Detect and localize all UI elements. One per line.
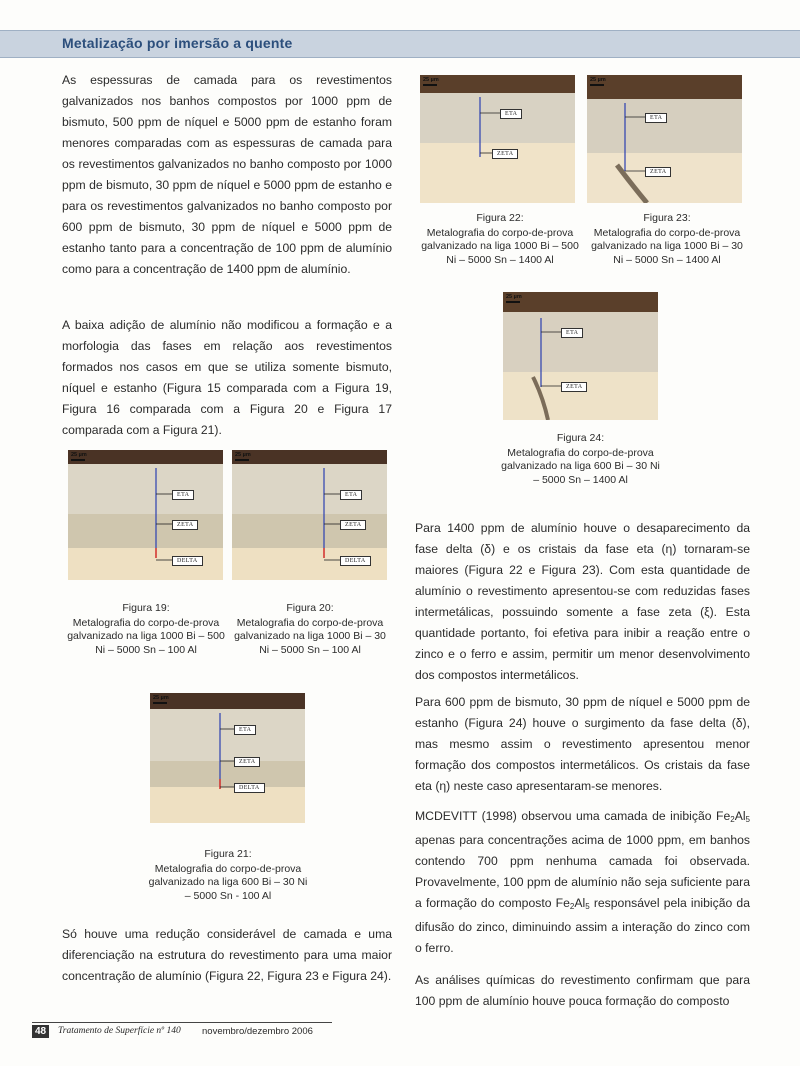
- issue-date: novembro/dezembro 2006: [202, 1026, 313, 1037]
- page-number: 48: [32, 1025, 49, 1038]
- scale-label: 25 µm: [153, 695, 169, 701]
- figure-21-caption: Figura 21: Metalografia do corpo-de-prova galvanizado na liga 600 Bi – 30 Ni – 5000 Sn - 100 Al: [148, 848, 308, 902]
- figure-20-caption: Figura 20: Metalografia do corpo-de-prova galvanizado na liga 1000 Bi – 30 Ni – 5000 Sn – 100 Al: [234, 602, 386, 656]
- left-paragraph-3: Só houve uma redução considerável de camada e uma diferenciação na estrutura do revestimento para uma maior concentração de alumínio (Figura 22, Figura 23 e Figura 24).: [62, 927, 392, 983]
- left-paragraph-2: A baixa adição de alumínio não modificou a formação e a morfologia das fases em relação aos revestimentos formados nos casos em que se utiliza somente bismuto, níquel e estanho (Figura 15 comparada com a Figura 19, Figura 16 comparada com a Figura 20 e Figura 17 comparada com a Figura 21).: [62, 318, 392, 437]
- scale-label: 25 µm: [423, 77, 439, 83]
- figure-23-caption: Figura 23: Metalografia do corpo-de-prova galvanizado na liga 1000 Bi – 30 Ni – 5000 Sn – 1400 Al: [591, 212, 743, 266]
- figure-22-micrograph: [420, 75, 575, 203]
- figure-23-micrograph: [587, 75, 742, 203]
- label-zeta: ZETA: [234, 757, 260, 767]
- label-delta: DELTA: [234, 783, 265, 793]
- label-zeta: ZETA: [492, 149, 518, 159]
- scale-label: 25 µm: [235, 452, 251, 458]
- left-paragraph-1: As espessuras de camada para os revestimentos galvanizados nos banhos compostos por 1000 ppm de bismuto, 500 ppm de níquel e 5000 ppm de estanho foram menores comparadas com as espessuras de camada para os revestimentos galvanizados no banho composto por 1000 ppm de bismuto, 30 ppm de níquel e 5000 ppm de estanho e para os revestimentos galvanizados no banho composto por 600 ppm de bismuto, 30 ppm de níquel e 5000 ppm de estanho tanto para a concentração de 100 ppm de alumínio como para a concentração de 1400 ppm de alumínio.: [62, 73, 392, 276]
- figure-19-caption: Figura 19: Metalografia do corpo-de-prova galvanizado na liga 1000 Bi – 500 Ni – 5000 Sn – 100 Al: [67, 602, 225, 656]
- label-eta: ETA: [340, 490, 362, 500]
- section-header-bar: [0, 30, 800, 58]
- scale-bar: [71, 459, 85, 461]
- right-paragraph-1: Para 1400 ppm de alumínio houve o desaparecimento da fase delta (δ) e os cristais da fase eta (η) tornaram-se maiores (Figura 22 e Figura 23). Com esta quantidade de alumínio o revestimento apresentou-se com reduzidas fases intermetálicas, possuindo somente a fase zeta (ξ). Esta quantidade portanto, foi efetiva para inibir a reação entre o zinco e o ferro e assim, permitir um menor desenvolvimento dos compostos intermetálicos.: [415, 521, 750, 682]
- scale-label: 25 µm: [506, 294, 522, 300]
- scale-label: 25 µm: [71, 452, 87, 458]
- label-eta: ETA: [500, 109, 522, 119]
- figure-21-micrograph: [150, 693, 305, 823]
- journal-name: Tratamento de Superfície nº 140: [58, 1026, 181, 1036]
- figure-24-caption: Figura 24: Metalografia do corpo-de-prova galvanizado na liga 600 Bi – 30 Ni – 5000 Sn – 1400 Al: [501, 432, 660, 486]
- scale-bar: [590, 84, 604, 86]
- figure-22-caption: Figura 22: Metalografia do corpo-de-prova galvanizado na liga 1000 Bi – 500 Ni – 5000 Sn – 1400 Al: [421, 212, 579, 266]
- label-zeta: ZETA: [172, 520, 198, 530]
- scale-label: 25 µm: [590, 77, 606, 83]
- figure-20-micrograph: [232, 450, 387, 580]
- label-eta: ETA: [645, 113, 667, 123]
- label-zeta: ZETA: [561, 382, 587, 392]
- label-delta: DELTA: [172, 556, 203, 566]
- page-footer: [32, 1022, 332, 1041]
- label-delta: DELTA: [340, 556, 371, 566]
- label-eta: ETA: [561, 328, 583, 338]
- section-title: Metalização por imersão a quente: [62, 35, 293, 51]
- label-zeta: ZETA: [340, 520, 366, 530]
- figure-19-micrograph: [68, 450, 223, 580]
- right-paragraph-3: MCDEVITT (1998) observou uma camada de inibição $Fe_2Al_5$ apenas para concentrações acima de 1000 ppm, em banhos contendo 700 ppm nenhuma camada foi observada. Provavelmente, 100 ppm de alumínio não seja suficiente para a formação do composto $Fe_2Al_5$ responsável pela inibição da difusão do zinco, diminuindo assim a interação do zinco com o ferro.: [415, 809, 750, 955]
- right-paragraph-2: Para 600 ppm de bismuto, 30 ppm de níquel e 5000 ppm de estanho (Figura 24) houve o surgimento da fase delta (δ), mas mesmo assim o revestimento apresentou menor formação dos compostos intermetálicos. Os cristais da fase eta (η) neste caso apresentaram-se menores.: [415, 695, 750, 793]
- right-paragraph-4: As análises químicas do revestimento confirmam que para 100 ppm de alumínio houve pouca formação do composto: [415, 973, 750, 1008]
- label-zeta: ZETA: [645, 167, 671, 177]
- scale-bar: [235, 459, 249, 461]
- scale-bar: [423, 84, 437, 86]
- scale-bar: [153, 702, 167, 704]
- scale-bar: [506, 301, 520, 303]
- figure-24-micrograph: [503, 292, 658, 420]
- label-eta: ETA: [234, 725, 256, 735]
- label-eta: ETA: [172, 490, 194, 500]
